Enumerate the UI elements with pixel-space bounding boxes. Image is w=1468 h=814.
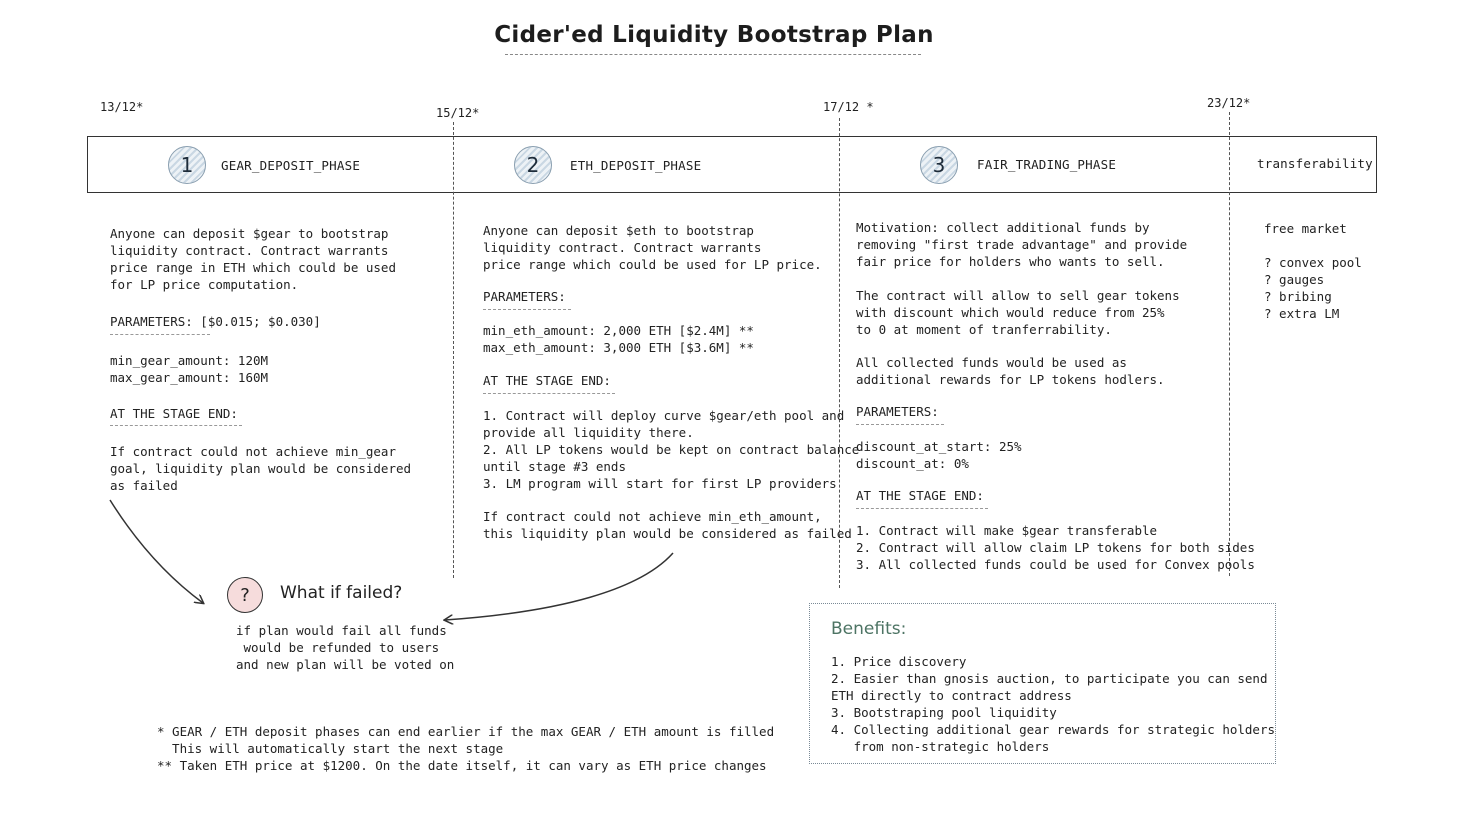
failed-badge: ?	[227, 577, 263, 613]
col3-motivation: Motivation: collect additional funds by removing "first trade advantage" and provide fair price for holders who wants to sell.	[856, 220, 1188, 269]
col4-items: ? convex pool ? gauges ? bribing ? extra LM	[1264, 255, 1362, 321]
arrow-col2-to-failed	[445, 553, 673, 620]
date-transferability: 23/12*	[1207, 96, 1251, 110]
col1-params-header: PARAMETERS: [$0.015; $0.030]	[110, 314, 321, 329]
arrow-col1-to-failed	[110, 500, 203, 603]
phase-3-label: FAIR_TRADING_PHASE	[977, 157, 1117, 172]
col3-collected: All collected funds would be used as additional rewards for LP tokens hodlers.	[856, 355, 1165, 387]
col3-contract: The contract will allow to sell gear tokens with discount which would reduce from 25% to 0 at moment of tranferrability.	[856, 288, 1180, 337]
col1-intro: Anyone can deposit $gear to bootstrap liquidity contract. Contract warrants price range in ETH which could be used for LP price computation.	[110, 226, 396, 292]
phase-2-label: ETH_DEPOSIT_PHASE	[570, 158, 702, 173]
phase-3-badge: 3	[920, 146, 958, 184]
col3-params: discount_at_start: 25% discount_at: 0%	[856, 439, 1022, 471]
benefits-title: Benefits:	[831, 619, 907, 639]
page-title: Cider'ed Liquidity Bootstrap Plan	[494, 22, 934, 48]
col2-end-text: 1. Contract will deploy curve $gear/eth pool and provide all liquidity there. 2. All LP tokens would be kept on contract balance until stage #3 ends 3. LM program will start for first LP providers	[483, 408, 860, 491]
col3-params-header: PARAMETERS:	[856, 404, 939, 419]
benefits-text: 1. Price discovery 2. Easier than gnosis auction, to participate you can send ETH directly to contract address 3. Bootstraping pool liquidity 4. Collecting additional gear rewards for strategic holders from non-strategic holders	[831, 654, 1276, 754]
date-eth-phase: 15/12*	[436, 106, 480, 120]
col4-market: free market	[1264, 221, 1347, 236]
phase-1-badge: 1	[168, 146, 206, 184]
phase-1-label: GEAR_DEPOSIT_PHASE	[221, 158, 361, 173]
col1-params: min_gear_amount: 120M max_gear_amount: 160M	[110, 353, 269, 385]
col2-intro: Anyone can deposit $eth to bootstrap liquidity contract. Contract warrants price range which could be used for LP price.	[483, 223, 822, 272]
date-start: 13/12*	[100, 100, 144, 114]
col3-end-header: AT THE STAGE END:	[856, 488, 984, 503]
failed-text: if plan would fail all funds would be refunded to users and new plan will be voted on	[236, 623, 455, 672]
phase-2-badge: 2	[514, 146, 552, 184]
phase-4-label: transferability	[1257, 156, 1373, 171]
col1-end-header: AT THE STAGE END:	[110, 406, 238, 421]
col1-end-text: If contract could not achieve min_gear goal, liquidity plan would be considered as failed	[110, 444, 412, 493]
col2-params: min_eth_amount: 2,000 ETH [$2.4M] ** max_eth_amount: 3,000 ETH [$3.6M] **	[483, 323, 754, 355]
col2-end-header: AT THE STAGE END:	[483, 373, 611, 388]
date-fair-trading: 17/12 *	[823, 100, 874, 114]
col3-end-text: 1. Contract will make $gear transferable 2. Contract will allow claim LP tokens for both sides 3. All collected funds could be used for Convex pools	[856, 523, 1255, 572]
col2-fail-text: If contract could not achieve min_eth_amount, this liquidity plan would be considered as failed	[483, 509, 852, 541]
col2-params-header: PARAMETERS:	[483, 289, 566, 304]
failed-title: What if failed?	[280, 583, 403, 603]
footnotes: * GEAR / ETH deposit phases can end earlier if the max GEAR / ETH amount is filled This will automatically start the next stage ** Taken ETH price at $1200. On the date itself, it can vary as ETH price changes	[157, 724, 775, 773]
